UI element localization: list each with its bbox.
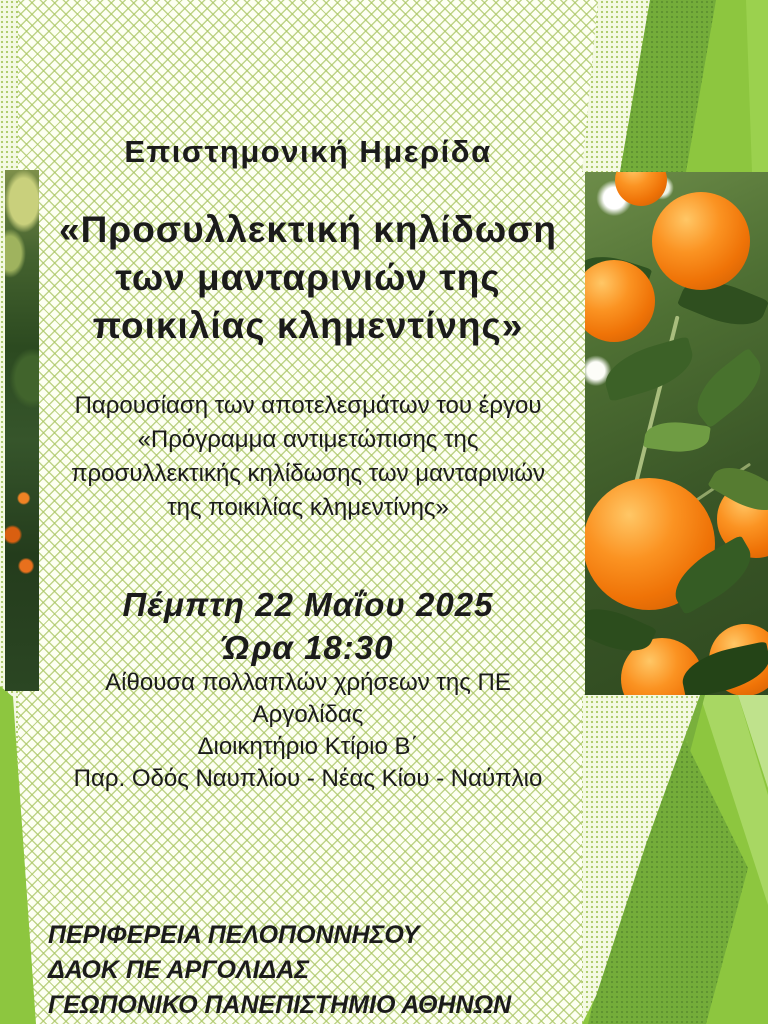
leaf: [643, 418, 711, 457]
venue-line: Αίθουσα πολλαπλών χρήσεων της ΠΕ: [105, 669, 511, 696]
event-title-line: των μανταρινιών της: [115, 257, 501, 298]
orange-fruit: [652, 192, 750, 290]
event-date: Πέμπτη 22 Μαΐου 2025: [122, 586, 494, 623]
event-time: Ώρα 18:30: [222, 629, 394, 666]
venue-line: Αργολίδας: [252, 701, 364, 728]
event-subtitle-line: της ποικιλίας κλημεντίνης»: [167, 494, 449, 521]
orange-fruit: [615, 172, 667, 206]
leaf: [685, 348, 768, 429]
event-subtitle: [30, 389, 586, 525]
event-date-time: [30, 583, 586, 669]
event-type-heading: Επιστημονική Ημερίδα: [124, 134, 492, 169]
event-title-line: «Προσυλλεκτική κηλίδωση: [59, 209, 557, 250]
organizer-line: ΠΕΡΙΦΕΡΕΙΑ ΠΕΛΟΠΟΝΝΗΣΟΥ: [48, 921, 420, 949]
event-title: [30, 206, 586, 350]
organizer-line: ΔΑΟΚ ΠΕ ΑΡΓΟΛΙΔΑΣ: [48, 956, 310, 984]
event-title-line: ποικιλίας κλημεντίνης»: [92, 305, 524, 346]
organizer-line: ΓΕΩΠΟΝΙΚΟ ΠΑΝΕΠΙΣΤΗΜΙΟ ΑΘΗΝΩΝ: [48, 991, 512, 1019]
event-subtitle-line: Παρουσίαση των αποτελεσμάτων του έργου: [74, 392, 542, 419]
event-subtitle-line: προσυλλεκτικής κηλίδωσης των μανταρινιών: [70, 460, 546, 487]
venue-line: Παρ. Οδός Ναυπλίου - Νέας Κίου - Ναύπλιο: [73, 765, 543, 792]
venue-line: Διοικητήριο Κτίριο Β΄: [197, 733, 419, 760]
leaf: [599, 336, 699, 402]
event-subtitle-line: «Πρόγραμμα αντιμετώπισης της: [137, 426, 479, 453]
mandarin-oranges-photo: [585, 172, 768, 695]
organizers: [48, 918, 648, 1023]
event-venue: [30, 667, 586, 795]
